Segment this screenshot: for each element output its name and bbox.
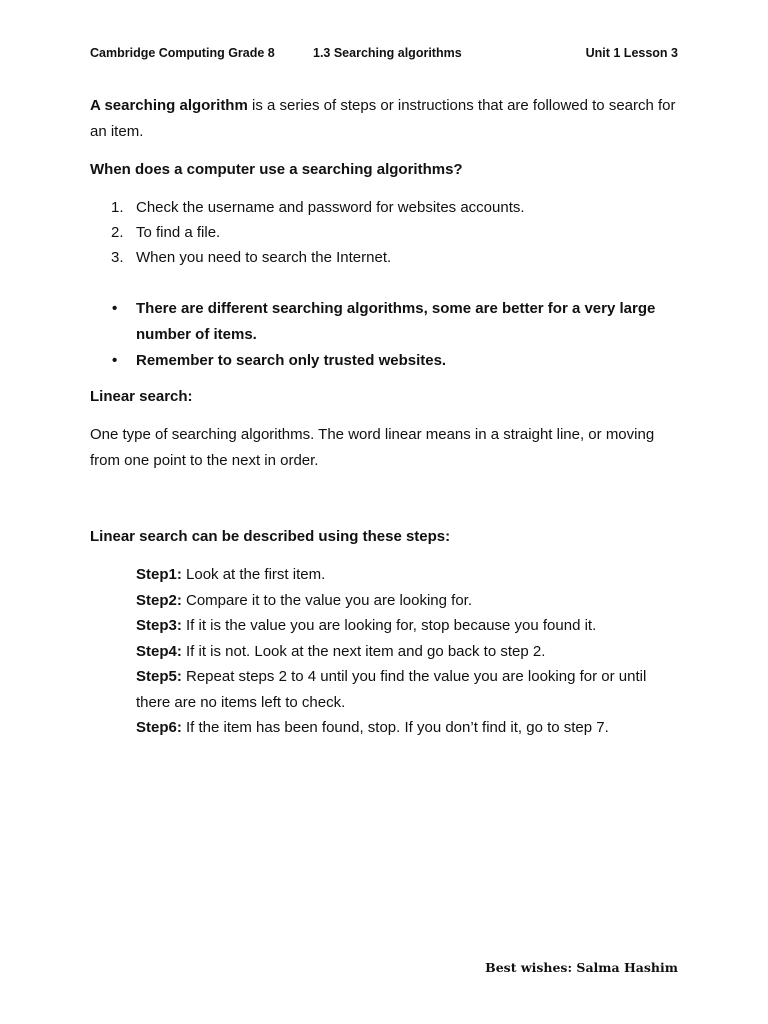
intro-paragraph <box>90 93 680 145</box>
note-text: Remember to search only trusted websites. <box>136 352 447 369</box>
list-item <box>90 220 680 245</box>
notes-list <box>90 296 680 374</box>
bullet-icon: • <box>112 352 118 369</box>
list-number: 3. <box>111 249 124 266</box>
linear-search-description: One type of searching algorithms. The word linear means in a straight line, or moving from one point to the next in order. <box>90 426 655 469</box>
list-number: 1. <box>111 199 124 216</box>
list-text: To find a file. <box>136 224 221 241</box>
intro-definition: is a series of steps or instructions that are followed to search for an item. <box>90 97 676 140</box>
header-unit: Unit 1 Lesson 3 <box>585 46 678 60</box>
note-text: There are different searching algorithms, some are better for a very large number of items. <box>136 300 656 343</box>
step-text: Look at the first item. <box>181 566 326 583</box>
intro-term: A searching algorithm <box>90 97 248 114</box>
list-number: 2. <box>111 224 124 241</box>
list-item <box>90 245 680 270</box>
step-text: If it is the value you are looking for, stop because you found it. <box>181 617 597 634</box>
step-label: Step2: <box>136 591 182 609</box>
steps-list <box>90 562 680 741</box>
uses-list <box>90 195 680 270</box>
step-label: Step6: <box>136 719 182 736</box>
header-topic: 1.3 Searching algorithms <box>313 46 462 60</box>
list-item <box>90 195 680 220</box>
step-item <box>136 562 680 588</box>
step-label: Step3: <box>136 617 182 634</box>
list-item <box>90 296 680 348</box>
list-text: Check the username and password for websites accounts. <box>136 199 525 216</box>
bullet-icon: • <box>112 300 118 317</box>
steps-heading: Linear search can be described using these steps: <box>90 528 451 545</box>
document-body <box>90 93 680 741</box>
uses-question: When does a computer use a searching algorithms? <box>90 161 463 178</box>
step-text: Repeat steps 2 to 4 until you find the value you are looking for or until there are no items left to check. <box>136 668 647 711</box>
linear-search-heading: Linear search: <box>90 388 193 405</box>
step-item <box>136 639 680 665</box>
footer-signature: Best wishes: Salma Hashim <box>485 960 678 975</box>
step-item <box>136 715 680 741</box>
page-header <box>90 46 678 64</box>
list-text: When you need to search the Internet. <box>136 249 392 266</box>
step-label: Step4: <box>136 642 182 660</box>
step-label: Step1: <box>136 566 182 583</box>
step-text: Compare it to the value you are looking for. <box>181 591 473 609</box>
step-text: If the item has been found, stop. If you don’t find it, go to step 7. <box>181 719 609 736</box>
step-text: If it is not. Look at the next item and go back to step 2. <box>181 642 546 660</box>
list-item <box>90 348 680 374</box>
step-item <box>136 664 680 715</box>
step-label: Step5: <box>136 668 182 685</box>
header-course: Cambridge Computing Grade 8 <box>90 46 275 60</box>
step-item <box>136 588 680 614</box>
step-item <box>136 613 680 639</box>
